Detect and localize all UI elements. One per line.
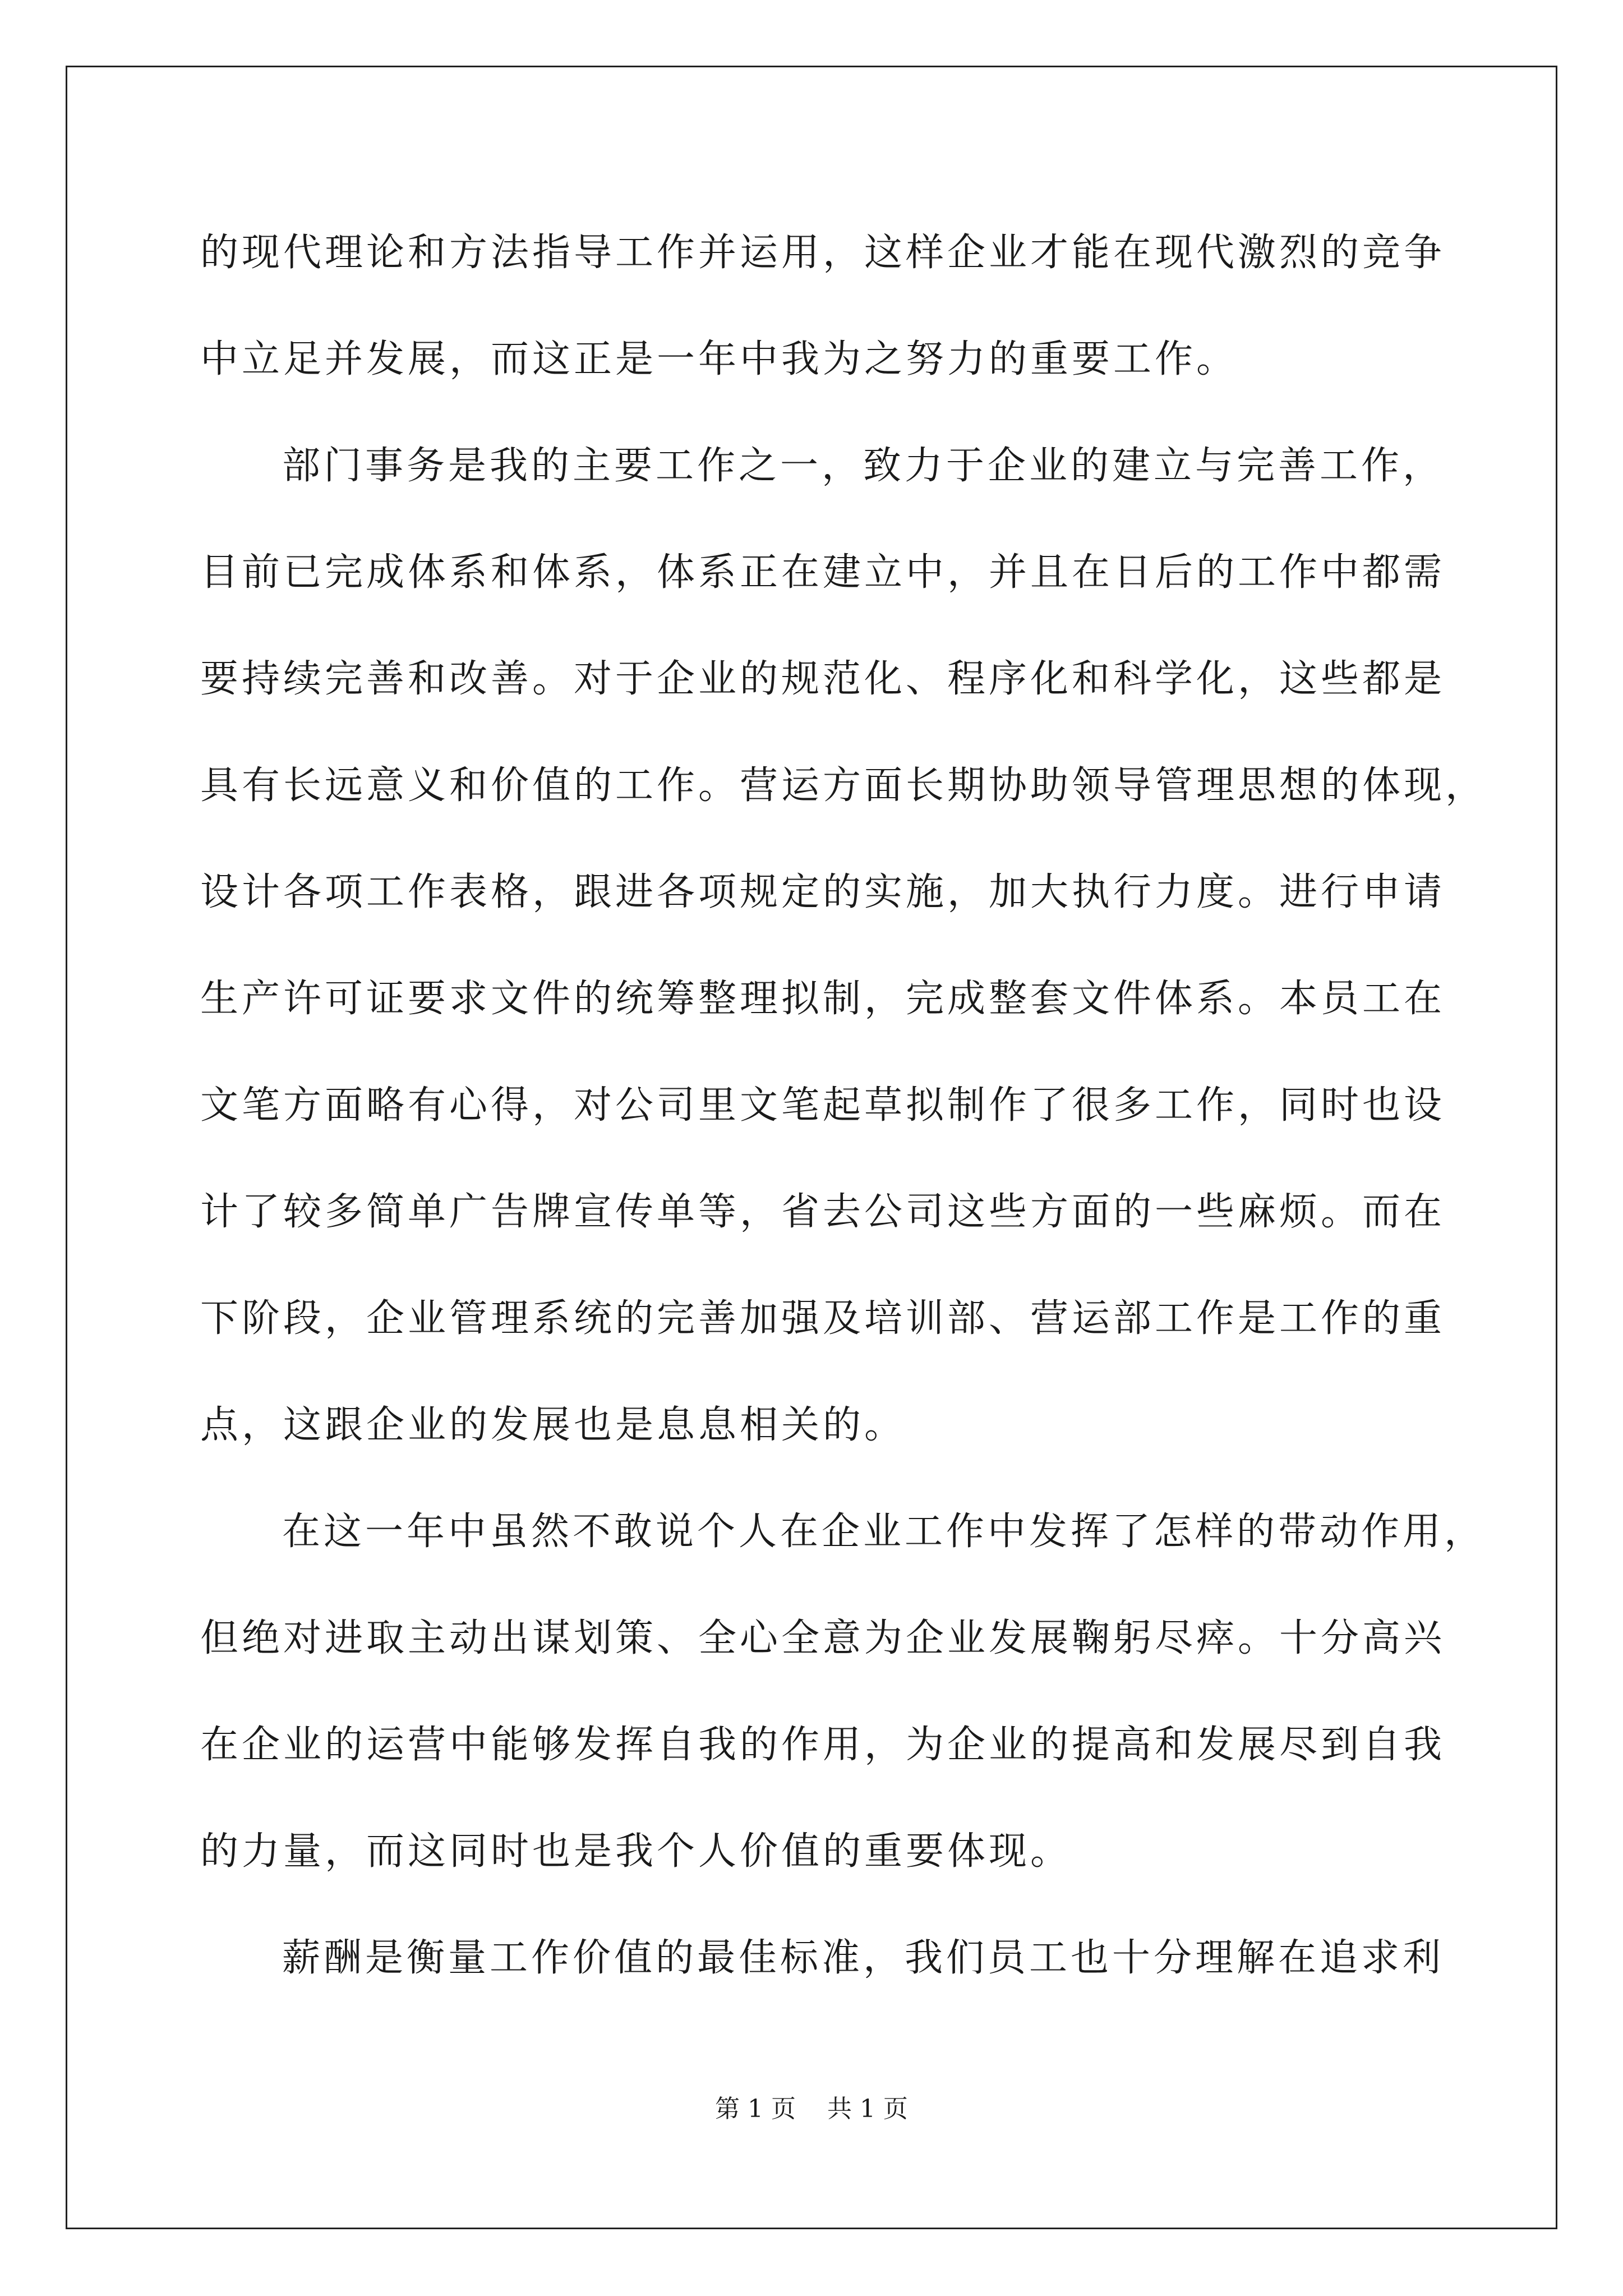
text-line: 具有长远意义和价值的工作。营运方面长期协助领导管理思想的体现， [200,763,1487,808]
text-line: 点，这跟企业的发展也是息息相关的。 [200,1403,906,1447]
page-number-footer: 第 1 页 共 1 页 [715,2095,908,2123]
text-line: 在企业的运营中能够发挥自我的作用，为企业的提高和发展尽到自我 [200,1723,1446,1767]
text-line: 下阶段，企业管理系统的完善加强及培训部、营运部工作是工作的重 [200,1296,1446,1341]
paragraph-start-line: 薪酬是衡量工作价值的最佳标准，我们员工也十分理解在追求利 [282,1936,1445,1980]
text-line: 的力量，而这同时也是我个人价值的重要体现。 [200,1829,1072,1874]
text-line: 中立足并发展，而这正是一年中我为之努力的重要工作。 [200,337,1238,381]
text-line: 文笔方面略有心得，对公司里文笔起草拟制作了很多工作，同时也设 [200,1083,1446,1128]
text-line: 但绝对进取主动出谋划策、全心全意为企业发展鞠躬尽瘁。十分高兴 [200,1616,1446,1660]
text-line: 的现代理论和方法指导工作并运用，这样企业才能在现代激烈的竞争 [200,231,1446,275]
paragraph-start-line: 在这一年中虽然不敢说个人在企业工作中发挥了怎样的带动作用， [282,1510,1486,1554]
text-line: 生产许可证要求文件的统筹整理拟制，完成整套文件体系。本员工在 [200,977,1446,1021]
text-line: 目前已完成体系和体系，体系正在建立中，并且在日后的工作中都需 [200,550,1446,595]
document-body [200,200,1487,2012]
text-line: 设计各项工作表格，跟进各项规定的实施，加大执行力度。进行申请 [200,870,1446,914]
text-line: 要持续完善和改善。对于企业的规范化、程序化和科学化，这些都是 [200,657,1446,701]
paragraph-start-line: 部门事务是我的主要工作之一，致力于企业的建立与完善工作， [282,444,1445,488]
text-line: 计了较多简单广告牌宣传单等，省去公司这些方面的一些麻烦。而在 [200,1190,1446,1234]
